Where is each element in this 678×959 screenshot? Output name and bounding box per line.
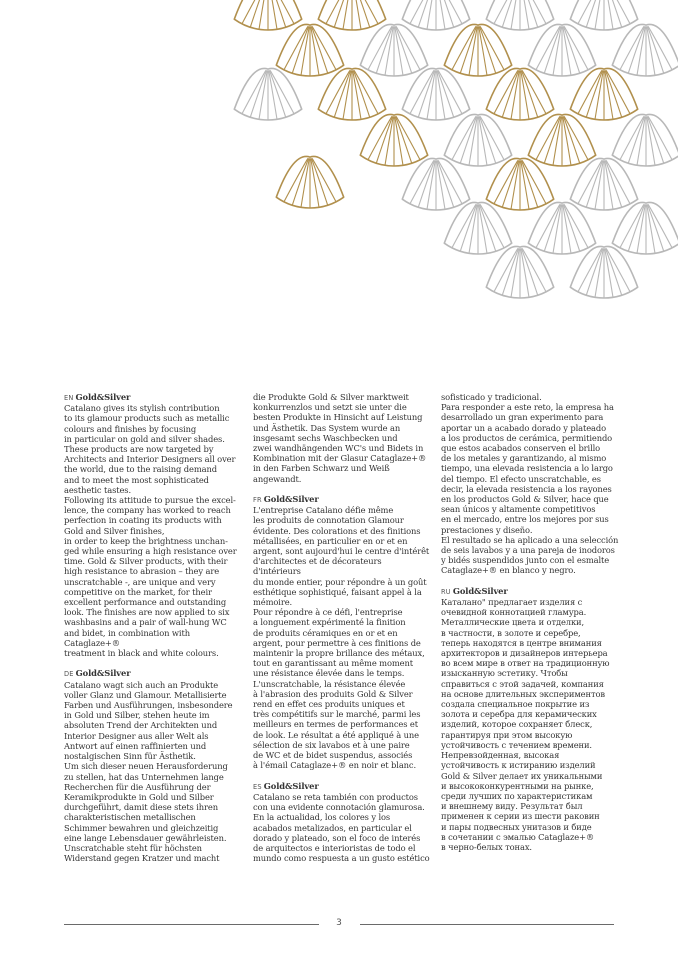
section-en [64, 392, 242, 658]
fan-tile [234, 68, 301, 120]
section-title: Gold&Silver [75, 392, 131, 402]
paragraph: El resultado se ha aplicado a una selección de seis lavabos y a una pareja de inodoros y bidés suspendidos junto con el esmalte Cataglaze+® en blanco y negro. [441, 534, 619, 576]
section-de-continued [253, 392, 431, 484]
section-title: Gold&Silver [263, 494, 319, 505]
text-column-right [441, 392, 619, 862]
section-ru [441, 586, 619, 852]
fan-tile [570, 158, 637, 210]
section-heading-de [64, 668, 242, 679]
section-title: Gold&Silver [452, 585, 508, 596]
footer-rule-right [360, 924, 614, 925]
section-title: Gold&Silver [75, 668, 131, 679]
section-fr [253, 494, 431, 770]
paragraph: Para responder a este reto, la empresa ha desarrollado un gran experimento para aportar un a acabado dorado y plateado a los productos de cerámica, permitiendo que estos acabados conserven el brillo de los metales y garantizando, al mismo tiempo, una elevada resistencia a lo largo del tiempo. El efecto unscratchable, es decir, la elevada resistencia a los rayones en los productos Gold & Silver, hace que sean únicos y altamente competitivos en el mercado, entre los mejores por sus prestaciones y diseño. [441, 402, 614, 535]
paragraph: sofisticado y tradicional. [441, 392, 542, 402]
fan-tile [528, 202, 595, 254]
fan-tile [528, 114, 595, 166]
language-code: EN [64, 394, 74, 402]
fan-tile [528, 24, 595, 76]
fan-tile [360, 24, 427, 76]
paragraph: L'entreprise Catalano défie même les produits de connotation Glamour évidente. Des colorations et des finitions métallisées, en particulier en or et en argent, sont aujourd'hui le centre d'intérêt d'architectes et de décorateurs d'intérieurs du monde entier, pour répondre à un goût esthétique sophistiqué, faisant appel à la mémoire. [253, 505, 430, 608]
paragraph: die Produkte Gold & Silver marktweit konkurrenzlos und setzt sie unter die besten Produkte in Hinsicht auf Leistung und Ästhetik. Das System wurde an insgesamt sechs Waschbecken und zwei wandhängenden WC's und Bidets in Kombination mit der Glasur Cataglaze+® in den Farben Schwarz und Weiß angewandt. [253, 392, 427, 484]
section-heading-fr [253, 494, 431, 505]
language-code: ES [253, 782, 262, 791]
fan-tile [360, 114, 427, 166]
language-code: RU [441, 587, 451, 596]
fan-tile [276, 156, 343, 208]
ginkgo-fan-pattern [0, 0, 678, 330]
section-heading-es [253, 781, 431, 792]
language-code: FR [253, 496, 262, 505]
section-title: Gold&Silver [263, 780, 319, 791]
section-es [253, 781, 431, 864]
text-column-left [64, 392, 242, 874]
fan-tile [612, 114, 678, 166]
fan-tile [444, 202, 511, 254]
text-column-middle [253, 392, 431, 874]
fan-tile [234, 0, 301, 30]
fan-tile [486, 0, 553, 30]
fan-tile [318, 0, 385, 30]
fan-tile [402, 0, 469, 30]
fan-tile [570, 246, 637, 298]
footer-rule-left [64, 924, 319, 925]
fan-tile [486, 246, 553, 298]
section-heading-en [64, 392, 242, 403]
language-code: DE [64, 670, 74, 679]
fan-tile [402, 68, 469, 120]
page-number: 3 [336, 918, 342, 928]
fan-tile [612, 202, 678, 254]
paragraph: Catalano se reta también con productos con una evidente connotación glamurosa. En la actualidad, los colores y los acabados metalizados, en particular el dorado y plateado, son el foco de interés de arquitectos e interioristas de todo el mundo como respuesta a un gusto estético [253, 791, 430, 864]
paragraph: Catalano gives its stylish contribution to its glamour products such as metallic colours and finishes by focusing in particular on gold and silver shades. These products are now targeted by Architects and Interior Designers all over the world, due to the raising demand and to meet the most sophisticated aesthetic tastes. [64, 403, 236, 495]
paragraph: Following its attitude to pursue the excel- lence, the company has worked to reach perfection in coating its products with Gold and Silver finishes, in order to keep the brightness unchan- ged while ensuring a high resistance over time. Gold & Silver products, with their high resistance to abrasion – they are unscratchable -, are unique and very competitive on the market, for their excellent performance and outstanding look. The finishes are now applied to six washbasins and a pair of wall-hung WC and bidet, in combination with Cataglaze+® treatment in black and white colours. [64, 495, 237, 659]
paragraph: Каталано" предлагает изделия с очевидной коннотацией гламура. Металлические цвета и отделки, в частности, в золоте и серебре, теперь находятся в центре внимания архитекторов и дизайнеров интерьера во всем мире в ответ на традиционную изысканную эстетику. Чтобы справиться с этой задачей, компания на основе длительных экспериментов создала специальное покрытие из золота и серебра для керамических изделий, которое сохраняет блеск, гарантируя при этом высокую устойчивость с течением времени. Непревзойденная, высокая устойчивость к истиранию изделий Gold & Silver делает их уникальными и высококонкурентными на рынке, среди лучших по характеристикам и внешнему виду. Результат был применен к серии из шести раковин и пары подвесных унитазов и биде в сочетании с эмалью Cataglaze+® в черно-белых тонах. [441, 597, 610, 852]
fan-tile [570, 68, 637, 120]
section-de [64, 668, 242, 863]
paragraph: Pour répondre à ce défi, l'entreprise a longuement expérimenté la finition de produits céramiques en or et en argent, pour permettre à ces finitions de maintenir la propre brillance des métaux, tout en garantissant au même moment une résistance élevée dans le temps. L'unscratchable, la résistance élevée à l'abrasion des produits Gold & Silver rend en effet ces produits uniques et très compétitifs sur le marché, parmi les meilleurs en termes de performances et de look. Le résultat a été appliqué à une sélection de six lavabos et à une paire de WC et de bidet suspendus, associés à l'émail Cataglaze+® en noir et blanc. [253, 607, 425, 771]
fan-tile [486, 68, 553, 120]
paragraph: Um sich dieser neuen Herausforderung zu stellen, hat das Unternehmen lange Recherchen für die Ausführung der Keramikprodukte in Gold und Silber durchgeführt, damit diese stets ihren charakteristischen metallischen Schimmer bewahren und gleichzeitig eine lange Lebensdauer gewährleisten. Unscratchable steht für höchsten Widerstand gegen Kratzer und macht [64, 761, 228, 864]
section-es-continued [441, 392, 619, 576]
fan-tile [402, 158, 469, 210]
fan-tile [486, 158, 553, 210]
section-heading-ru [441, 586, 619, 597]
fan-tile [276, 24, 343, 76]
fan-tile [570, 0, 637, 30]
fan-tile [318, 68, 385, 120]
fan-tile [612, 24, 678, 76]
paragraph: Catalano wagt sich auch an Produkte voller Glanz und Glamour. Metallisierte Farben und Ausführungen, insbesondere in Gold und Silber, stehen heute im absoluten Trend der Architekten und Interior Designer aus aller Welt als Antwort auf einen raffinierten und nostalgischen Sinn für Ästhetik. [64, 679, 233, 762]
fan-tile [444, 114, 511, 166]
fan-tile [444, 24, 511, 76]
